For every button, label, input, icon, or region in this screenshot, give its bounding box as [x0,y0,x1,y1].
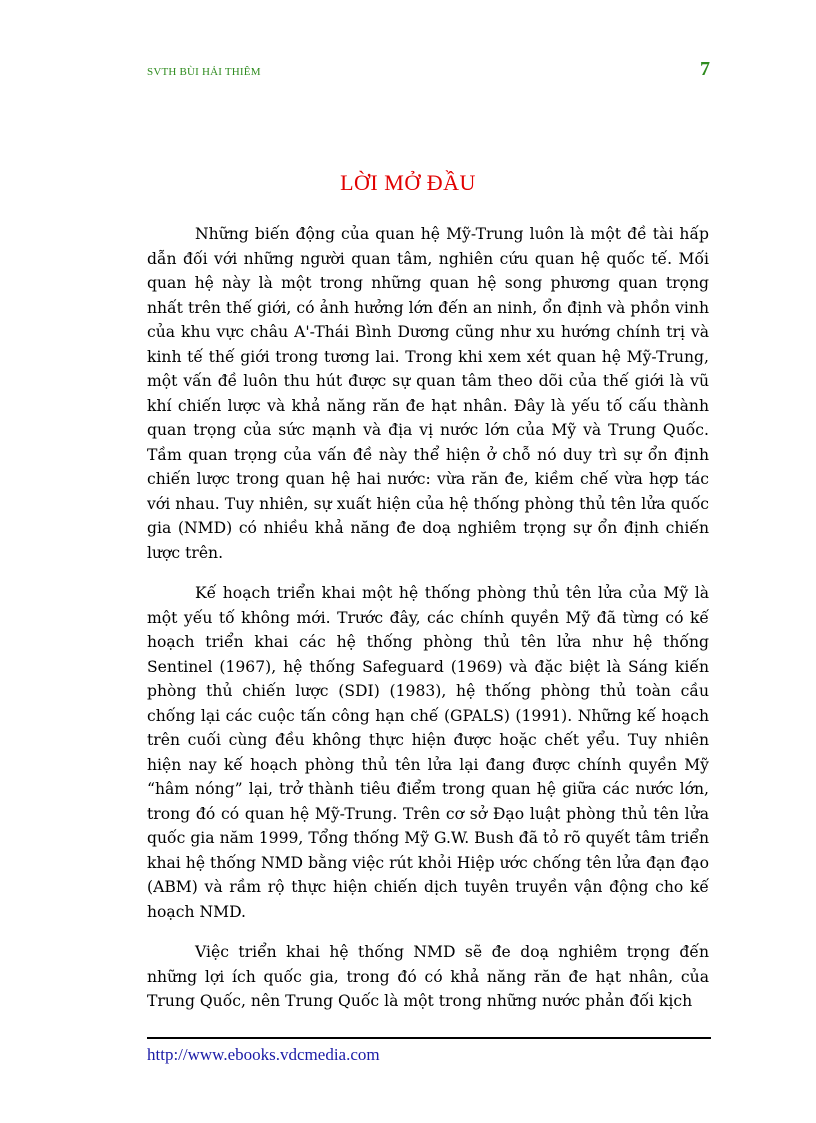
paragraph: Kế hoạch triển khai một hệ thống phòng thủ tên lửa của Mỹ là một yếu tố không mới. Trước đây, các chính quyền Mỹ đã từng có kế hoạch triển khai các hệ thống phòng thủ tên lửa như hệ thống Sentinel (1967), hệ thống Safeguard (1969) và đặc biệt là Sáng kiến phòng thủ chiến lược (SDI) (1983), hệ thống phòng thủ toàn cầu chống lại các cuộc tấn công hạn chế (GPALS) (1991). Những kế hoạch trên cuối cùng đều không thực hiện được hoặc chết yểu. Tuy nhiên hiện nay kế hoạch phòng thủ tên lửa lại đang được chính quyền Mỹ “hâm nóng” lại, trở thành tiêu điểm trong quan hệ giữa các nước lớn, trong đó có quan hệ Mỹ-Trung. Trên cơ sở Đạo luật phòng thủ tên lửa quốc gia năm 1999, Tổng thống Mỹ G.W. Bush đã tỏ rõ quyết tâm triển khai hệ thống NMD bằng việc rút khỏi Hiệp ước chống tên lửa đạn đạo (ABM) và rầm rộ thực hiện chiến dịch tuyên truyền vận động cho kế hoạch NMD. [147,584,709,921]
paragraph: Việc triển khai hệ thống NMD sẽ đe doạ nghiêm trọng đến những lợi ích quốc gia, trong đó có khả năng răn đe hạt nhân, của Trung Quốc, nên Trung Quốc là một trong những nước phản đối kịch [147,943,709,1010]
footer-divider [147,1037,711,1039]
page-title: LỜI MỞ ĐẦU [340,170,476,195]
paragraph: Những biến động của quan hệ Mỹ-Trung luôn là một đề tài hấp dẫn đối với những người quan tâm, nghiên cứu quan hệ quốc tế. Mối quan hệ này là một trong những quan hệ song phương quan trọng nhất trên thế giới, có ảnh hưởng lớn đến an ninh, ổn định và phồn vinh của khu vực châu A'-Thái Bình Dương cũng như xu hướng chính trị và kinh tế thế giới trong tương lai. Trong khi xem xét quan hệ Mỹ-Trung, một vấn đề luôn thu hút được sự quan tâm theo dõi của thế giới là vũ khí chiến lược và khả năng răn đe hạt nhân. Đây là yếu tố cấu thành quan trọng của sức mạnh và địa vị nước lớn của Mỹ và Trung Quốc. Tầm quan trọng của vấn đề này thể hiện ở chỗ nó duy trì sự ổn định chiến lược trong quan hệ hai nước: vừa răn đe, kiềm chế vừa hợp tác với nhau. Tuy nhiên, sự xuất hiện của hệ thống phòng thủ tên lửa quốc gia (NMD) có nhiều khả năng đe doạ nghiêm trọng sự ổn định chiến lược trên. [147,225,709,562]
footer-link[interactable]: http://www.ebooks.vdcmedia.com [147,1045,380,1064]
body-text [147,222,709,1030]
header-author: SVTH BÙI HẢI THIÊM [147,66,261,78]
page-number: 7 [700,58,710,80]
